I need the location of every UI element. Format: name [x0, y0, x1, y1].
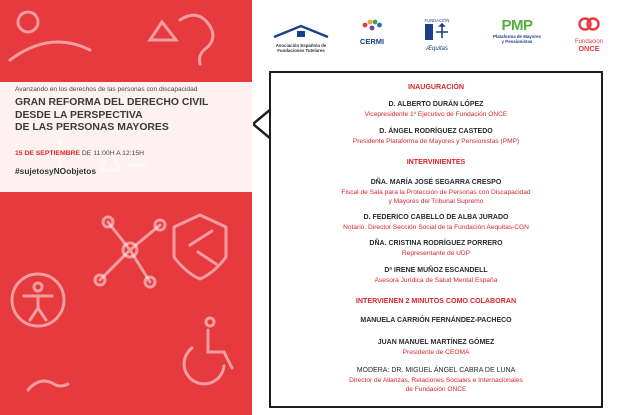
- event-date: 15 DE SEPTIEMBRE: [15, 150, 80, 157]
- event-time: DE 11:00H A 12:15H: [81, 150, 145, 157]
- once-logo: [568, 14, 610, 53]
- once-rings-icon: [578, 14, 600, 34]
- heading-colaboran: INTERVIENEN 2 MINUTOS COMO COLABORAN: [355, 297, 517, 305]
- heading-inauguracion: INAUGURACIÓN: [408, 83, 464, 91]
- moderator-role: Director de Alianzas, Relaciones Sociales e Internacionales: [349, 377, 523, 384]
- event-subtitle: Avanzando en los derechos de las personas con discapacidad: [15, 86, 198, 93]
- speaker-role: y Mayores del Tribunal Supremo: [388, 198, 484, 205]
- speaker-name: MANUELA CARRIÓN FERNÁNDEZ-PACHECO: [360, 317, 512, 324]
- aequitas-top: FUNDACIÓN: [424, 18, 450, 23]
- decorative-icons: [0, 0, 252, 415]
- once-top: Fundación: [574, 39, 604, 45]
- speaker-role: Presidente Plataforma de Mayores y Pensionistas (PMP): [352, 138, 520, 145]
- event-hashtag: #sujetosyNOobjetos: [15, 166, 96, 176]
- scales-icon: [422, 23, 452, 41]
- house-icon: [270, 24, 332, 38]
- event-datetime: [15, 150, 144, 157]
- moderator-role: de Fundación ONCE: [405, 386, 467, 393]
- program-panel: [269, 71, 603, 408]
- aeft-line-1: Asociación Española de: [275, 43, 327, 48]
- speaker-role: Representante de UDP: [401, 250, 471, 257]
- event-title-line-2: DESDE LA PERSPECTIVA: [15, 109, 143, 121]
- pmp-text: PMP: [501, 17, 533, 34]
- pmp-sub-1: Plataforma de Mayores: [492, 34, 542, 39]
- logo-bar: [252, 0, 620, 65]
- speaker-role: Presidente de CEOMA: [402, 349, 470, 356]
- moderator-name: MODERA: DR. MIGUEL ÁNGEL CABRA DE LUNA: [356, 367, 516, 374]
- speaker-role: Vicepresidente 1º Ejecutivo de Fundación ONCE: [364, 111, 508, 118]
- aeft-line-2: Fundaciones Tutelares: [277, 48, 325, 53]
- speaker-role: Notario. Director Sección Social de la Fundación Aequitas-CGN: [343, 224, 529, 231]
- left-banner: [0, 0, 252, 415]
- speaker-name: D. ÁNGEL RODRÍGUEZ CASTEDO: [379, 128, 493, 135]
- heading-intervinientes: INTERVINIENTES: [406, 158, 466, 166]
- event-title-line-1: GRAN REFORMA DEL DERECHO CIVIL: [15, 97, 209, 108]
- event-title: [15, 97, 245, 135]
- speaker-name: D. ALBERTO DURÁN LÓPEZ: [388, 101, 484, 108]
- once-text: ONCE: [578, 44, 600, 53]
- speaker-name: D. FEDERICO CABELLO DE ALBA JURADO: [363, 214, 509, 221]
- pmp-sub-2: y Pensionistas: [501, 39, 533, 44]
- aequitas-text: Æquitas: [425, 46, 448, 52]
- speaker-name: JUAN MANUEL MARTÍNEZ GÓMEZ: [377, 339, 495, 346]
- speaker-name: DÑA. CRISTINA RODRÍGUEZ PORRERO: [369, 240, 503, 247]
- cermi-text: CERMI: [359, 37, 385, 46]
- speaker-role: Fiscal de Sala para la Protección de Personas con Discapacidad: [341, 189, 531, 196]
- cermi-logo: [350, 18, 394, 46]
- speaker-name: Dª IRENE MUÑOZ ESCANDELL: [384, 267, 488, 274]
- event-title-line-3: DE LAS PERSONAS MAYORES: [15, 122, 169, 134]
- aeft-logo: [270, 24, 332, 53]
- cermi-circles-icon: [361, 18, 383, 32]
- pmp-logo: [487, 17, 547, 44]
- speaker-name: DÑA. MARÍA JOSÉ SEGARRA CRESPO: [370, 179, 502, 186]
- aequitas-logo: [415, 18, 459, 52]
- speaker-role: Asesora Jurídica de Salud Mental España: [374, 277, 498, 284]
